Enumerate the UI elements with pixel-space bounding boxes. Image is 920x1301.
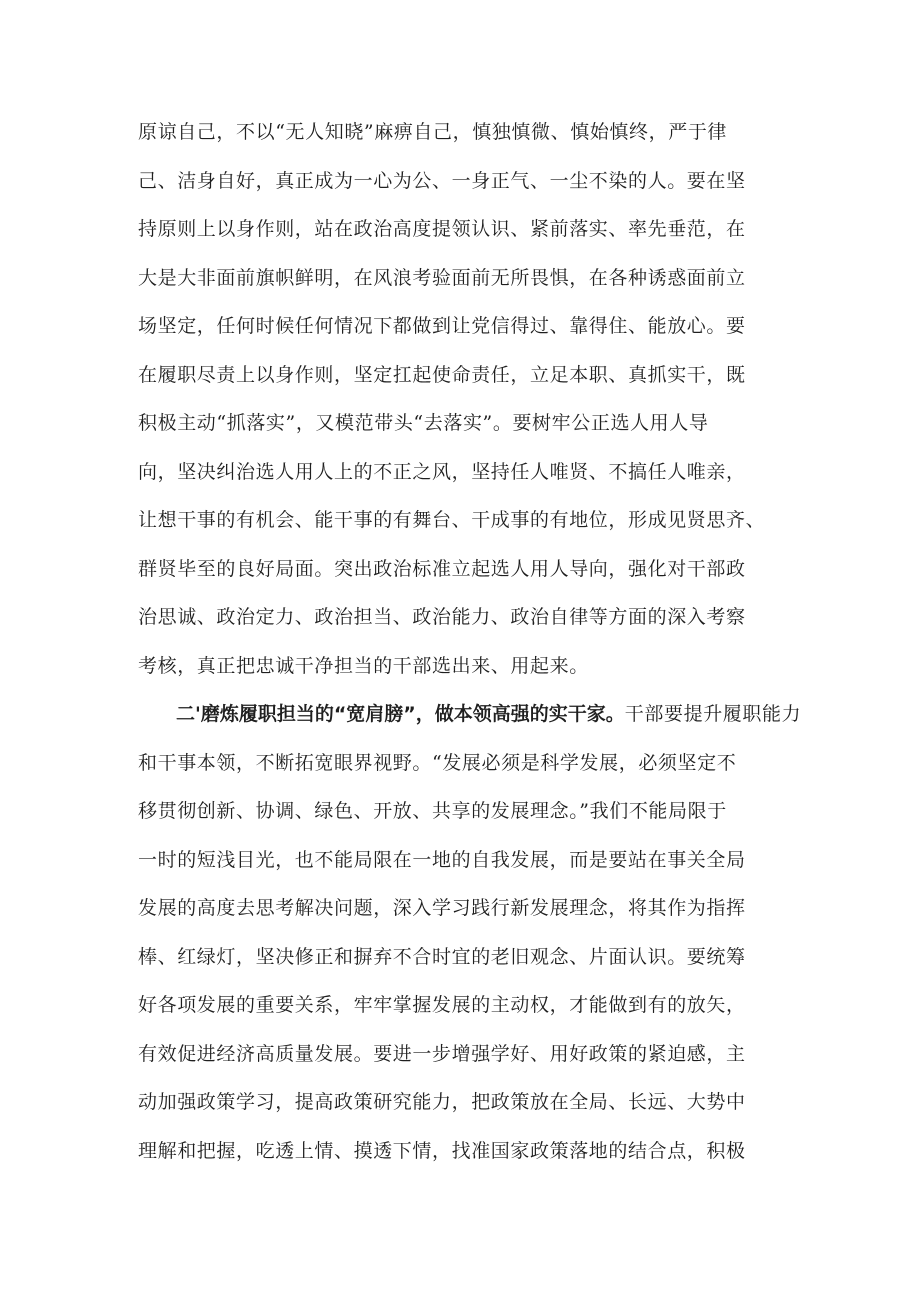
text-line: 积极主动“抓落实”，又模范带头“去落实”。要树牢公正选人用人导	[138, 412, 709, 434]
text-line: 向，坚决纠治选人用人上的不正之风，坚持任人唯贤、不搞任人唯亲，	[138, 460, 746, 483]
text-line: 棒、红绿灯，坚决修正和摒弃不合时宜的老旧观念、片面认识。要统筹	[138, 945, 746, 968]
text-line: 和干事本领，不断拓宽眼界视野。“发展必须是科学发展，必须坚定不	[138, 751, 737, 774]
text-line: 己、洁身自好，真正成为一心为公、一身正气、一尘不染的人。要在坚	[138, 169, 746, 192]
text-line: 群贤毕至的良好局面。突出政治标准立起选人用人导向，强化对干部政	[138, 557, 746, 580]
text-line: 场坚定，任何时候任何情况下都做到让党信得过、靠得住、能放心。要	[138, 315, 746, 337]
text-line: 一时的短浅目光，也不能局限在一地的自我发展，而是要站在事关全局	[138, 848, 746, 871]
text-line: 在履职尽责上以身作则，坚定扛起使命责任，立足本职、真抓实干，既	[138, 363, 746, 386]
text-line: 持原则上以身作则，站在政治高度提领认识、紧前落实、率先垂范，在	[138, 218, 746, 240]
text-run: 干部要提升履职能力	[624, 703, 802, 725]
text-line: 移贯彻创新、协调、绿色、开放、共享的发展理念。”我们不能局限于	[138, 800, 727, 822]
text-line: 大是大非面前旗帜鲜明，在风浪考验面前无所畏惧，在各种诱惑面前立	[138, 266, 746, 289]
text-line: 理解和把握，吃透上情、摸透下情，找准国家政策落地的结合点，积极	[138, 1139, 746, 1162]
body-text	[138, 108, 802, 1175]
text-line: 动加强政策学习，提高政策研究能力，把政策放在全局、长远、大势中	[138, 1091, 746, 1113]
text-line: 考核，真正把忠诚干净担当的干部选出来、用起来。	[138, 654, 589, 677]
text-line: 好各项发展的重要关系，牢牢掌握发展的主动权，才能做到有的放矢，	[138, 994, 746, 1016]
text-line: 有效促进经济高质量发展。要进一步增强学好、用好政策的紧迫感，主	[138, 1042, 746, 1065]
section-heading-line	[138, 690, 802, 739]
text-line: 治思诚、政治定力、政治担当、政治能力、政治自律等方面的深入考察	[138, 606, 746, 628]
text-line: 发展的高度去思考解决问题，深入学习践行新发展理念，将其作为指挥	[138, 897, 746, 919]
text-line: 原谅自己，不以“无人知晓”麻痹自己，慎独慎微、慎始慎终，严于律	[138, 121, 728, 143]
text-line: 让想干事的有机会、能干事的有舞台、干成事的有地位，形成见贤思齐、	[138, 509, 766, 531]
section-heading: 二'磨炼履职担当的“宽肩膀”，做本领高强的实干家。	[176, 703, 625, 725]
